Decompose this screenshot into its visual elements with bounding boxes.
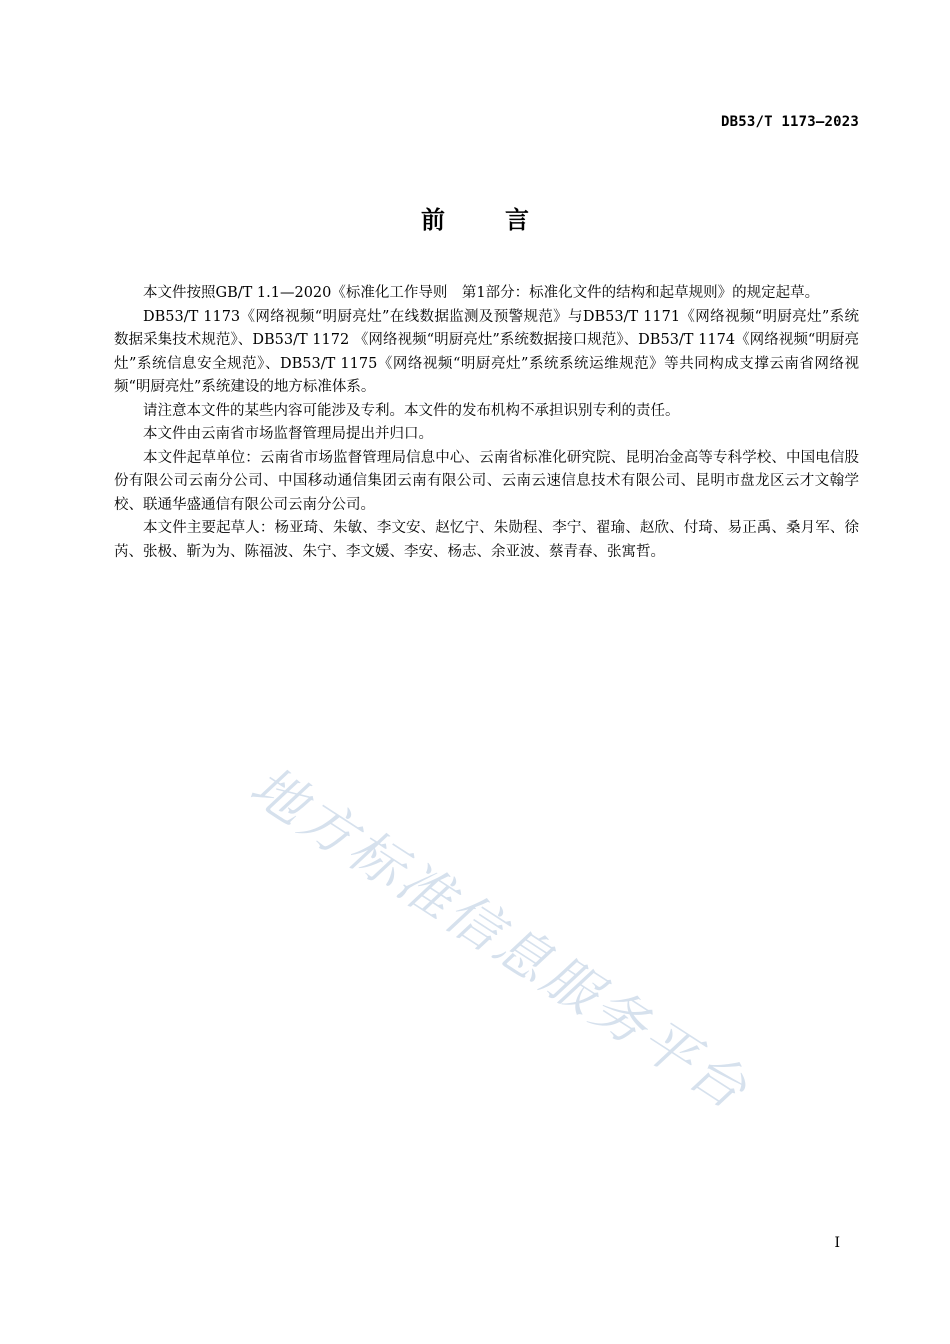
watermark: 地方标准信息服务平台 — [239, 753, 761, 1123]
paragraph-drafting-units: 本文件起草单位：云南省市场监督管理局信息中心、云南省标准化研究院、昆明冶金高等专科学校、中国电信股份有限公司云南分公司、中国移动通信集团云南有限公司、云南云速信息技术有限公司、昆明市盘龙区云才文翰学校、联通华盛通信有限公司云南分公司。 — [114, 449, 859, 513]
page-number: I — [834, 1235, 840, 1251]
paragraph-standard-system: DB53/T 1173《网络视频“明厨亮灶”在线数据监测及预警规范》与DB53/T 1171《网络视频“明厨亮灶”系统数据采集技术规范》、DB53/T 1172 《网络视频“明厨亮灶”系统数据接口规范》、DB53/T 1174《网络视频“明厨亮灶”系统信息安全规范》、DB53/T 1175《网络视频“明厨亮灶”系统系统运维规范》等共同构成支撑云南省网络视频“明厨亮灶”系统建设的地方标准体系。 — [114, 308, 859, 395]
paragraph-drafting-rules: 本文件按照GB/T 1.1—2020《标准化工作导则 第1部分：标准化文件的结构和起草规则》的规定起草。 — [143, 285, 820, 301]
paragraph-proposer: 本文件由云南省市场监督管理局提出并归口。 — [143, 426, 433, 442]
paragraph-drafters: 本文件主要起草人：杨亚琦、朱敏、李文安、赵忆宁、朱勋程、李宁、翟瑜、赵欣、付琦、易正禹、桑月军、徐芮、张极、靳为为、陈福波、朱宁、李文媛、李安、杨志、余亚波、蔡青春、张寓哲。 — [114, 520, 859, 560]
foreword-content — [114, 282, 859, 564]
paragraph-patent-notice: 请注意本文件的某些内容可能涉及专利。本文件的发布机构不承担识别专利的责任。 — [143, 402, 680, 419]
page-title: 前言 — [421, 206, 589, 234]
document-code: DB53/T 1173—2023 — [720, 114, 859, 130]
